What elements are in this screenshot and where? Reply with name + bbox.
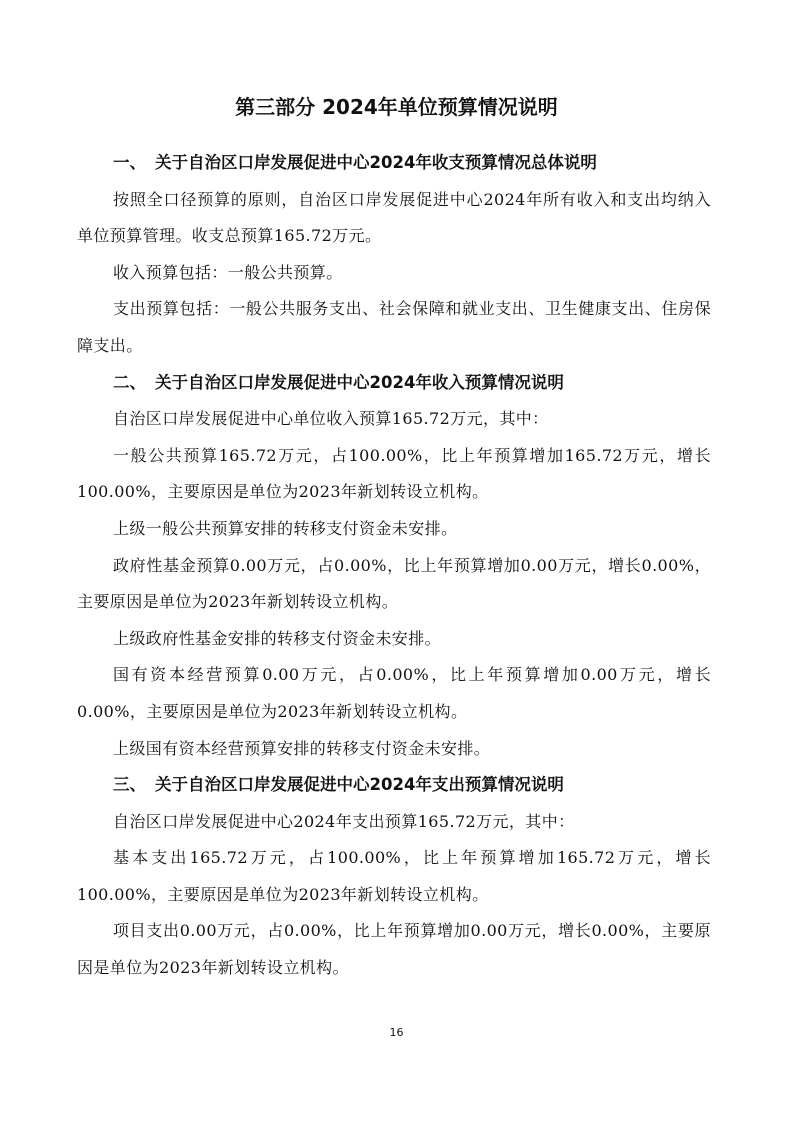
paragraph: 国有资本经营预算0.00万元，占0.00%，比上年预算增加0.00万元，增长0.00%，主要原因是单位为2023年新划转设立机构。 <box>77 665 711 721</box>
document-body <box>77 145 711 987</box>
paragraph: 支出预算包括：一般公共服务支出、社会保障和就业支出、卫生健康支出、住房保障支出。 <box>77 299 711 355</box>
section-heading <box>77 365 711 402</box>
paragraph: 政府性基金预算0.00万元，占0.00%，比上年预算增加0.00万元，增长0.00%，主要原因是单位为2023年新划转设立机构。 <box>77 555 711 612</box>
section-number: 二、 <box>113 372 146 392</box>
paragraph: 按照全口径预算的原则，自治区口岸发展促进中心2024年所有收入和支出均纳入单位预算管理。收支总预算165.72万元。 <box>77 189 711 246</box>
section-heading <box>77 145 711 182</box>
paragraph: 上级国有资本经营预算安排的转移支付资金未安排。 <box>113 738 491 758</box>
section-overview <box>77 145 711 365</box>
paragraph: 自治区口岸发展促进中心单位收入预算165.72万元，其中： <box>113 409 549 429</box>
section-heading <box>77 767 711 804</box>
page-title: 第三部分 2024年单位预算情况说明 <box>235 95 558 119</box>
paragraph: 上级一般公共预算安排的转移支付资金未安排。 <box>113 518 458 538</box>
page-number: 16 <box>389 1026 404 1039</box>
paragraph: 项目支出0.00万元，占0.00%，比上年预算增加0.00万元，增长0.00%，主要原因是单位为2023年新划转设立机构。 <box>77 921 711 978</box>
section-number: 三、 <box>113 775 146 795</box>
paragraph: 上级政府性基金安排的转移支付资金未安排。 <box>113 628 442 648</box>
paragraph: 基本支出165.72万元，占100.00%，比上年预算增加165.72万元，增长100.00%，主要原因是单位为2023年新划转设立机构。 <box>77 848 711 904</box>
paragraph: 一般公共预算165.72万元，占100.00%，比上年预算增加165.72万元，增长100.00%，主要原因是单位为2023年新划转设立机构。 <box>77 445 711 502</box>
section-heading-text: 关于自治区口岸发展促进中心2024年支出预算情况说明 <box>155 775 564 795</box>
paragraph: 收入预算包括：一般公共预算。 <box>113 262 343 282</box>
section-income <box>77 365 711 768</box>
section-heading-text: 关于自治区口岸发展促进中心2024年收支预算情况总体说明 <box>155 153 597 172</box>
section-number: 一、 <box>113 153 146 172</box>
paragraph: 自治区口岸发展促进中心2024年支出预算165.72万元，其中： <box>113 811 575 831</box>
section-heading-text: 关于自治区口岸发展促进中心2024年收入预算情况说明 <box>155 372 564 392</box>
section-expenditure <box>77 767 711 987</box>
